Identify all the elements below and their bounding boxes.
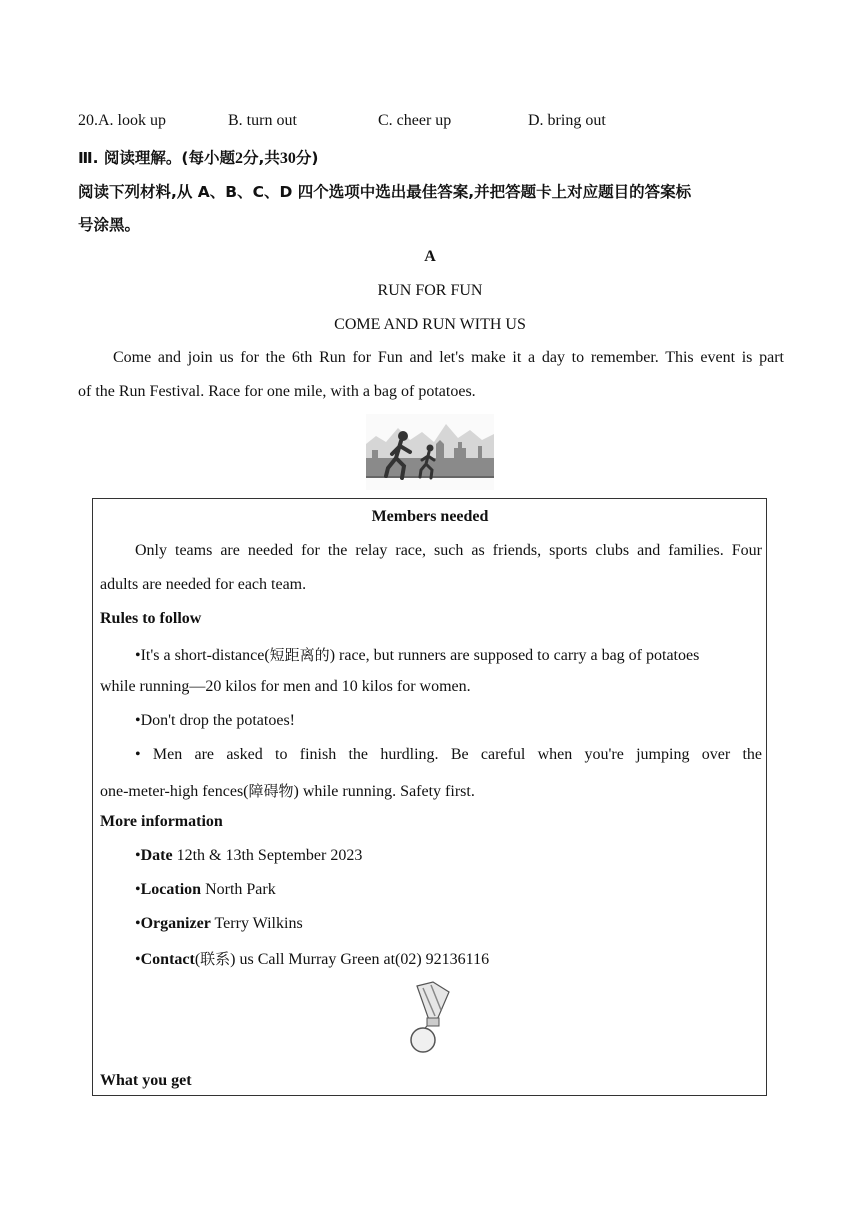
instruction-line-2: 号涂黑。 xyxy=(78,216,141,234)
medal-icon xyxy=(403,980,461,1056)
more-info-title: More information xyxy=(100,813,223,830)
option-d: D. bring out xyxy=(528,112,606,129)
info-location: •Location North Park xyxy=(135,881,276,898)
members-line-2: adults are needed for each team. xyxy=(100,576,307,593)
rule-1-line-2: while running—20 kilos for men and 10 kilos for women. xyxy=(100,678,471,695)
intro-line-2: of the Run Festival. Race for one mile, with a bag of potatoes. xyxy=(78,383,476,400)
passage-subtitle: COME AND RUN WITH US xyxy=(334,316,526,333)
instruction-line-1: 阅读下列材料,从 A、B、C、D 四个选项中选出最佳答案,并把答题卡上对应题目的答案标 xyxy=(78,183,692,201)
info-contact: •Contact(联系) us Call Murray Green at(02) 92136116 xyxy=(135,950,490,968)
option-b: B. turn out xyxy=(228,112,297,129)
rule-3-line-2: one-meter-high fences(障碍物) while running. Safety first. xyxy=(100,782,475,800)
section-heading: Ⅲ. 阅读理解。(每小题2分,共30分) xyxy=(78,149,319,167)
members-line-1: Only teams are needed for the relay race, such as friends, sports clubs and families. Four xyxy=(135,542,762,559)
rule-3-line-1: • Men are asked to finish the hurdling. Be careful when you're jumping over the xyxy=(135,746,762,763)
passage-title: RUN FOR FUN xyxy=(377,282,483,299)
intro-line-1: Come and join us for the 6th Run for Fun and let's make it a day to remember. This event is part xyxy=(113,349,784,366)
option-a: 20.A. look up xyxy=(78,112,166,129)
members-title: Members needed xyxy=(371,508,489,525)
info-organizer: •Organizer Terry Wilkins xyxy=(135,915,303,932)
runners-image xyxy=(366,414,494,490)
rules-title: Rules to follow xyxy=(100,610,202,627)
option-c: C. cheer up xyxy=(378,112,452,129)
info-date: •Date 12th & 13th September 2023 xyxy=(135,847,363,864)
rule-2: •Don't drop the potatoes! xyxy=(135,712,296,729)
passage-letter: A xyxy=(424,248,436,265)
what-you-get-title: What you get xyxy=(100,1072,192,1089)
rule-1-line-1: •It's a short-distance(短距离的) race, but runners are supposed to carry a bag of potatoes xyxy=(135,646,700,664)
